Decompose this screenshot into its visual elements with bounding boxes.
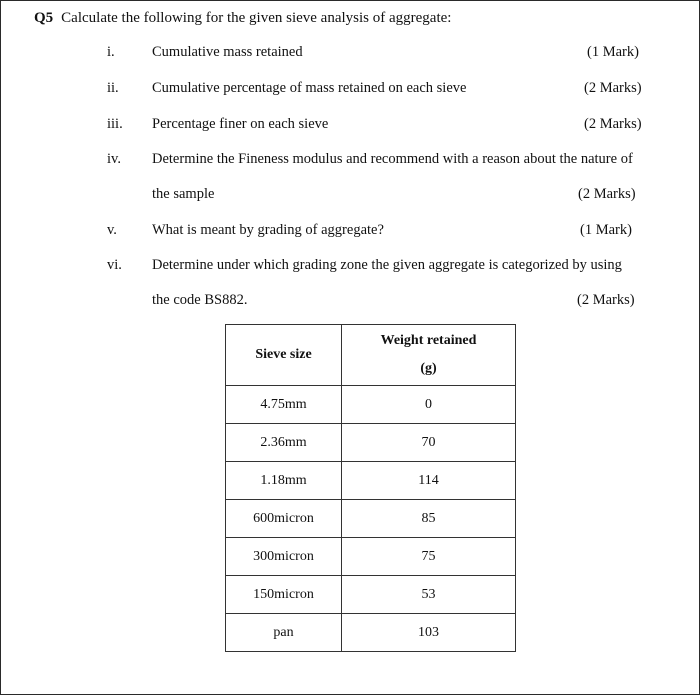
weight-cell: 75 <box>342 538 516 576</box>
item-4-marks: (2 Marks) <box>578 186 636 202</box>
sieve-size-cell: 1.18mm <box>226 462 342 500</box>
sieve-size-cell: pan <box>226 614 342 652</box>
weight-cell: 103 <box>342 614 516 652</box>
item-5-numeral: v. <box>107 222 117 238</box>
item-4-text-continued: the sample <box>152 186 215 202</box>
item-4-numeral: iv. <box>107 151 121 167</box>
weight-cell: 0 <box>342 386 516 424</box>
question-number: Q5 <box>34 10 54 26</box>
weight-cell: 53 <box>342 576 516 614</box>
sieve-size-cell: 4.75mm <box>226 386 342 424</box>
header-sieve-size: Sieve size <box>226 325 342 386</box>
sieve-size-cell: 150micron <box>226 576 342 614</box>
sieve-size-cell: 300micron <box>226 538 342 576</box>
sieve-size-cell: 2.36mm <box>226 424 342 462</box>
item-5-marks: (1 Mark) <box>580 222 632 238</box>
table-header-row <box>226 325 516 386</box>
item-6-text: Determine under which grading zone the given aggregate is categorized by using <box>152 257 622 273</box>
header-weight-unit: (g) <box>420 361 437 376</box>
item-4-text: Determine the Fineness modulus and recommend with a reason about the nature of <box>152 151 633 167</box>
question-prompt: Calculate the following for the given sieve analysis of aggregate: <box>61 10 452 26</box>
item-3-numeral: iii. <box>107 116 123 132</box>
item-1-text: Cumulative mass retained <box>152 44 303 60</box>
header-weight-line1: Weight retained <box>380 333 477 348</box>
weight-cell: 85 <box>342 500 516 538</box>
item-6-numeral: vi. <box>107 257 122 273</box>
table-row <box>226 424 516 462</box>
sieve-analysis-table <box>225 324 516 652</box>
item-2-text: Cumulative percentage of mass retained on each sieve <box>152 80 467 96</box>
question-header <box>34 10 451 27</box>
item-1-marks: (1 Mark) <box>587 44 639 60</box>
item-3-marks: (2 Marks) <box>584 116 642 132</box>
item-5-text: What is meant by grading of aggregate? <box>152 222 384 238</box>
table-row <box>226 614 516 652</box>
weight-cell: 114 <box>342 462 516 500</box>
table-row <box>226 576 516 614</box>
item-6-text-continued: the code BS882. <box>152 292 248 308</box>
table-row <box>226 386 516 424</box>
item-6-marks: (2 Marks) <box>577 292 635 308</box>
header-weight-retained <box>342 325 516 386</box>
item-3-text: Percentage finer on each sieve <box>152 116 329 132</box>
table-row <box>226 538 516 576</box>
weight-cell: 70 <box>342 424 516 462</box>
item-2-marks: (2 Marks) <box>584 80 642 96</box>
table-row <box>226 462 516 500</box>
table-row <box>226 500 516 538</box>
item-1-numeral: i. <box>107 44 115 60</box>
item-2-numeral: ii. <box>107 80 119 96</box>
sieve-size-cell: 600micron <box>226 500 342 538</box>
